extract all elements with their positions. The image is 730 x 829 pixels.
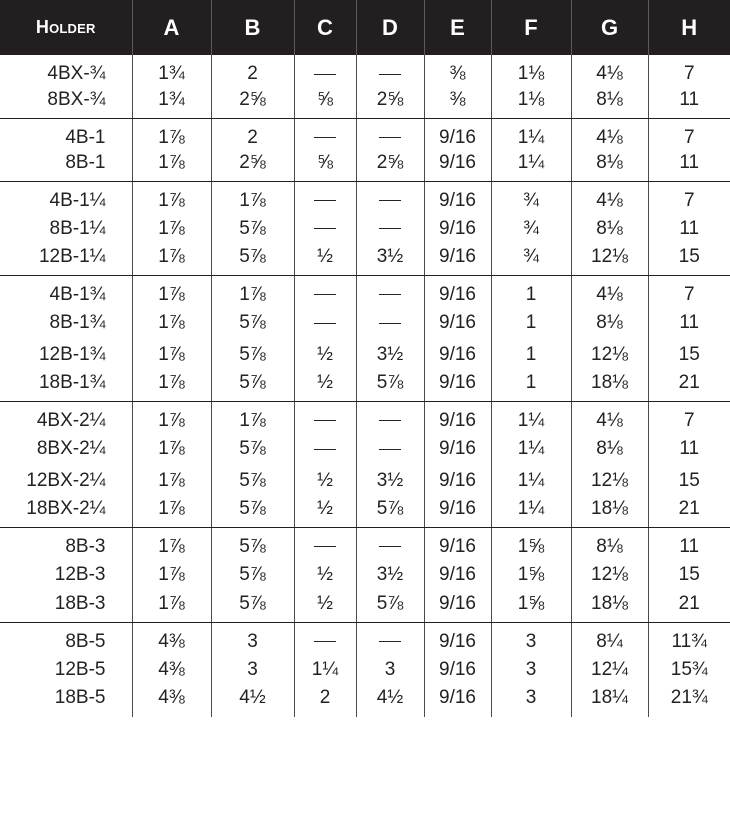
dimension-cell-a: 1⅞: [132, 181, 211, 213]
dimension-cell-h: 21: [648, 370, 730, 402]
holder-cell: 8BX-¾: [0, 87, 132, 119]
dimension-cell-b: 3: [211, 654, 294, 686]
holder-cell: 4B-1¾: [49, 284, 106, 305]
dimension-cell-d: [356, 307, 424, 339]
column-header-f: F: [491, 0, 571, 55]
dash-mark: [379, 323, 401, 324]
dimension-cell-g: 12⅛: [571, 339, 648, 371]
table-header: [0, 0, 730, 55]
dash-mark: [314, 294, 336, 295]
dimension-cell-h: 15: [648, 559, 730, 591]
dimension-cell-a: 1⅞: [132, 244, 211, 276]
dimension-cell-e: 9/16: [424, 181, 491, 213]
dimension-cell-d: [356, 55, 424, 87]
dimension-cell-g: 4⅛: [571, 276, 648, 308]
dimension-cell-g: 4⅛: [571, 402, 648, 434]
holder-cell: 8B-3: [65, 536, 106, 557]
dimension-cell-d: 3½: [356, 339, 424, 371]
dimension-cell-f: 1¼: [491, 150, 571, 182]
dimension-cell-c: ½: [294, 559, 356, 591]
dimension-cell-d: 3½: [356, 465, 424, 497]
dimension-cell-h: 21: [648, 591, 730, 623]
dimension-cell-a: 4⅜: [132, 622, 211, 654]
dimension-cell-g: 18⅛: [571, 370, 648, 402]
dimension-cell-g: 8⅛: [571, 307, 648, 339]
holder-cell: 12B-1¾: [38, 343, 106, 365]
dimension-cell-f: 1¼: [491, 496, 571, 528]
dash-mark: [314, 449, 336, 450]
table-row: [0, 591, 730, 623]
dimension-cell-h: 7: [648, 402, 730, 434]
dimension-cell-c: [294, 528, 356, 560]
dimension-cell-f: 1: [491, 339, 571, 371]
table-row: [0, 465, 730, 497]
dash-mark: [314, 323, 336, 324]
table-row: [0, 276, 730, 308]
dimension-cell-b: 3: [211, 622, 294, 654]
dimension-cell-b: 5⅞: [211, 559, 294, 591]
dash-mark: [314, 137, 336, 138]
dimension-cell-g: 8¼: [571, 622, 648, 654]
dimension-cell-h: 11¾: [648, 622, 730, 654]
dimension-cell-b: 1⅞: [211, 402, 294, 434]
dimension-cell-f: ¾: [491, 213, 571, 245]
dimension-cell-f: 1: [491, 276, 571, 308]
dimension-cell-f: 1⅝: [491, 559, 571, 591]
dimension-cell-b: 5⅞: [211, 433, 294, 465]
table-row: [0, 622, 730, 654]
dimension-cell-g: 12¼: [571, 654, 648, 686]
dimension-cell-g: 4⅛: [571, 181, 648, 213]
dimension-cell-h: 7: [648, 118, 730, 150]
dimension-cell-a: 4⅜: [132, 685, 211, 717]
table-row: [0, 55, 730, 87]
dimension-cell-h: 11: [648, 528, 730, 560]
holder-header-initial: H: [35, 17, 50, 37]
dimension-cell-a: 1⅞: [132, 433, 211, 465]
dimension-cell-g: 8⅛: [571, 150, 648, 182]
dimension-cell-h: 21¾: [648, 685, 730, 717]
dimension-cell-e: 9/16: [424, 559, 491, 591]
dimension-cell-e: 9/16: [424, 118, 491, 150]
dimension-cell-f: 1⅝: [491, 528, 571, 560]
dimension-cell-g: 18⅛: [571, 591, 648, 623]
dimension-cell-b: 5⅞: [211, 496, 294, 528]
holder-cell: 8B-1: [0, 150, 132, 182]
dimension-cell-h: 7: [648, 181, 730, 213]
dimension-cell-a: 1⅞: [132, 213, 211, 245]
dimension-cell-a: 4⅜: [132, 654, 211, 686]
dimension-cell-g: 4⅛: [571, 118, 648, 150]
dimension-cell-h: 15: [648, 339, 730, 371]
holder-cell: 18B-5: [54, 687, 106, 709]
dimension-cell-a: 1⅞: [132, 496, 211, 528]
holder-cell: 4BX-2¼: [36, 410, 106, 431]
dimension-cell-f: 1⅛: [491, 55, 571, 87]
dimension-cell-d: 3½: [356, 559, 424, 591]
dash-mark: [379, 228, 401, 229]
dash-mark: [379, 420, 401, 421]
holder-cell: 8B-5: [65, 630, 106, 652]
dimension-cell-b: 1⅞: [211, 276, 294, 308]
dimension-cell-d: 3: [356, 654, 424, 686]
dash-mark: [314, 200, 336, 201]
dimension-cell-c: ½: [294, 339, 356, 371]
dash-mark: [314, 228, 336, 229]
dimension-cell-h: 11: [648, 87, 730, 119]
dimension-cell-d: [356, 276, 424, 308]
table-row: [0, 150, 730, 182]
dimension-cell-e: 9/16: [424, 213, 491, 245]
holder-cell: 4B-1¼: [49, 189, 106, 211]
column-header-g: G: [571, 0, 648, 55]
table-row: [0, 370, 730, 402]
dimension-cell-h: 21: [648, 496, 730, 528]
dimension-cell-a: 1¾: [132, 87, 211, 119]
dimension-cell-g: 18⅛: [571, 496, 648, 528]
dimension-cell-b: 2: [211, 118, 294, 150]
dimension-cell-e: ⅜: [424, 87, 491, 119]
table-row: [0, 87, 730, 119]
dimension-cell-d: 5⅞: [356, 591, 424, 623]
dimension-cell-b: 1⅞: [211, 181, 294, 213]
table-row: [0, 559, 730, 591]
dimension-cell-g: 18¼: [571, 685, 648, 717]
dimension-cell-d: [356, 433, 424, 465]
dimension-cell-f: 1¼: [491, 433, 571, 465]
table-body: [0, 55, 730, 717]
dimension-cell-c: ½: [294, 496, 356, 528]
dimension-cell-e: 9/16: [424, 150, 491, 182]
holder-cell: 8B-1¾: [49, 312, 106, 334]
dimension-cell-a: 1⅞: [132, 118, 211, 150]
dimension-cell-d: [356, 402, 424, 434]
dimension-cell-e: 9/16: [424, 622, 491, 654]
dimension-cell-e: 9/16: [424, 307, 491, 339]
holder-cell: 12B-1¼: [0, 244, 132, 276]
dimension-cell-d: 2⅝: [356, 150, 424, 182]
dimension-cell-c: [294, 402, 356, 434]
column-header-h: H: [648, 0, 730, 55]
holder-cell: 12B-3: [54, 564, 106, 586]
dimension-cell-a: 1⅞: [132, 276, 211, 308]
dash-mark: [314, 641, 336, 642]
dimension-cell-h: 15¾: [648, 654, 730, 686]
dimension-cell-f: 3: [491, 685, 571, 717]
dimension-cell-e: 9/16: [424, 465, 491, 497]
dimension-cell-f: 1: [491, 307, 571, 339]
dash-mark: [379, 546, 401, 547]
dimension-cell-a: 1⅞: [132, 465, 211, 497]
dimension-cell-d: 3½: [356, 244, 424, 276]
dimension-cell-d: 2⅝: [356, 87, 424, 119]
dimension-cell-c: ⅝: [294, 87, 356, 119]
header-row: [0, 0, 730, 55]
dimension-cell-c: ½: [294, 465, 356, 497]
dimension-cell-c: [294, 307, 356, 339]
dimension-cell-b: 5⅞: [211, 528, 294, 560]
dimension-cell-g: 8⅛: [571, 87, 648, 119]
dimension-cell-g: 12⅛: [571, 465, 648, 497]
dimension-cell-e: 9/16: [424, 339, 491, 371]
dash-mark: [379, 74, 401, 75]
dimension-cell-b: 5⅞: [211, 591, 294, 623]
dash-mark: [314, 420, 336, 421]
dimension-cell-c: [294, 276, 356, 308]
dimension-cell-e: 9/16: [424, 433, 491, 465]
dimension-cell-a: 1⅞: [132, 591, 211, 623]
dimension-cell-d: 5⅞: [356, 370, 424, 402]
holder-header-rest: OLDER: [49, 21, 96, 36]
holder-cell: 8BX-2¼: [36, 438, 106, 460]
dimension-cell-h: 7: [648, 55, 730, 87]
dimension-cell-f: 1⅝: [491, 591, 571, 623]
holder-cell: 12BX-2¼: [26, 469, 106, 491]
dimension-cell-a: 1⅞: [132, 402, 211, 434]
dimension-cell-a: 1⅞: [132, 559, 211, 591]
column-header-b: B: [211, 0, 294, 55]
dimension-cell-c: [294, 622, 356, 654]
dimension-cell-f: 1⅛: [491, 87, 571, 119]
dimension-cell-f: ¾: [491, 244, 571, 276]
dimension-cell-e: 9/16: [424, 276, 491, 308]
holder-cell: 18BX-2¼: [0, 496, 132, 528]
dimension-cell-g: 12⅛: [571, 559, 648, 591]
dimension-cell-b: 4½: [211, 685, 294, 717]
dimension-cell-h: 11: [648, 433, 730, 465]
dimension-cell-a: 1⅞: [132, 528, 211, 560]
dimension-cell-a: 1⅞: [132, 150, 211, 182]
dimension-cell-h: 15: [648, 465, 730, 497]
dimension-cell-d: 5⅞: [356, 496, 424, 528]
dimension-cell-a: 1⅞: [132, 339, 211, 371]
dimension-cell-h: 7: [648, 276, 730, 308]
dash-mark: [379, 137, 401, 138]
holder-cell: 18B-3: [0, 591, 132, 623]
dimension-cell-c: [294, 433, 356, 465]
dimension-cell-h: 11: [648, 150, 730, 182]
dimension-cell-e: 9/16: [424, 496, 491, 528]
dimension-cell-c: [294, 55, 356, 87]
dimension-cell-c: ½: [294, 591, 356, 623]
dimension-cell-g: 8⅛: [571, 528, 648, 560]
table-row: [0, 213, 730, 245]
dash-mark: [379, 641, 401, 642]
column-header-holder: [0, 0, 132, 55]
holder-cell: 4BX-¾: [47, 63, 106, 85]
dimension-cell-g: 4⅛: [571, 55, 648, 87]
column-header-c: C: [294, 0, 356, 55]
table-row: [0, 244, 730, 276]
holder-cell: 8B-1¼: [49, 217, 106, 239]
dimension-cell-b: 5⅞: [211, 213, 294, 245]
dimension-cell-e: 9/16: [424, 654, 491, 686]
table-row: [0, 528, 730, 560]
dimension-cell-e: 9/16: [424, 685, 491, 717]
column-header-e: E: [424, 0, 491, 55]
dimension-cell-g: 8⅛: [571, 213, 648, 245]
dimension-cell-c: [294, 213, 356, 245]
dimension-cell-a: 1¾: [132, 55, 211, 87]
dimension-cell-d: [356, 181, 424, 213]
dimension-cell-c: [294, 181, 356, 213]
dimension-cell-d: [356, 622, 424, 654]
dimension-cell-d: [356, 118, 424, 150]
dimension-cell-f: 1¼: [491, 402, 571, 434]
dimension-cell-a: 1⅞: [132, 370, 211, 402]
dimension-cell-e: 9/16: [424, 370, 491, 402]
dash-mark: [314, 546, 336, 547]
dimension-cell-b: 2: [211, 55, 294, 87]
dimension-cell-f: 1¼: [491, 118, 571, 150]
dimension-cell-e: 9/16: [424, 402, 491, 434]
column-header-a: A: [132, 0, 211, 55]
table-row: [0, 307, 730, 339]
dimension-cell-f: 3: [491, 622, 571, 654]
dimension-cell-e: 9/16: [424, 591, 491, 623]
holder-cell: 18B-1¾: [0, 370, 132, 402]
dimension-cell-b: 5⅞: [211, 339, 294, 371]
dimension-cell-g: 12⅛: [571, 244, 648, 276]
dimension-cell-b: 5⅞: [211, 370, 294, 402]
dimension-cell-c: 2: [294, 685, 356, 717]
dimension-cell-f: 1¼: [491, 465, 571, 497]
dimension-cell-d: [356, 528, 424, 560]
table-row: [0, 496, 730, 528]
table-row: [0, 433, 730, 465]
dimension-cell-c: ½: [294, 244, 356, 276]
table-row: [0, 654, 730, 686]
dash-mark: [379, 294, 401, 295]
holder-cell: 12B-5: [54, 658, 106, 680]
dimension-cell-b: 5⅞: [211, 244, 294, 276]
dash-mark: [379, 200, 401, 201]
table-row: [0, 339, 730, 371]
column-header-d: D: [356, 0, 424, 55]
dimension-cell-b: 2⅝: [211, 87, 294, 119]
dimension-cell-c: ⅝: [294, 150, 356, 182]
dimension-cell-h: 11: [648, 307, 730, 339]
dash-mark: [314, 74, 336, 75]
dimension-cell-c: [294, 118, 356, 150]
dimension-cell-d: 4½: [356, 685, 424, 717]
dimension-cell-f: 1: [491, 370, 571, 402]
dimension-cell-f: ¾: [491, 181, 571, 213]
table-row: [0, 118, 730, 150]
dimension-cell-e: 9/16: [424, 528, 491, 560]
dimension-cell-d: [356, 213, 424, 245]
dimension-cell-b: 5⅞: [211, 465, 294, 497]
dimension-cell-c: 1¼: [294, 654, 356, 686]
table-row: [0, 685, 730, 717]
dimension-cell-c: ½: [294, 370, 356, 402]
holder-cell: 4B-1: [65, 126, 106, 148]
dimension-cell-f: 3: [491, 654, 571, 686]
dimension-cell-a: 1⅞: [132, 307, 211, 339]
dimension-cell-b: 5⅞: [211, 307, 294, 339]
dimension-cell-h: 11: [648, 213, 730, 245]
dimension-cell-g: 8⅛: [571, 433, 648, 465]
dash-mark: [379, 449, 401, 450]
dimension-cell-e: ⅜: [424, 55, 491, 87]
dimension-cell-b: 2⅝: [211, 150, 294, 182]
dimension-cell-h: 15: [648, 244, 730, 276]
table-row: [0, 181, 730, 213]
table-row: [0, 402, 730, 434]
dimension-cell-e: 9/16: [424, 244, 491, 276]
